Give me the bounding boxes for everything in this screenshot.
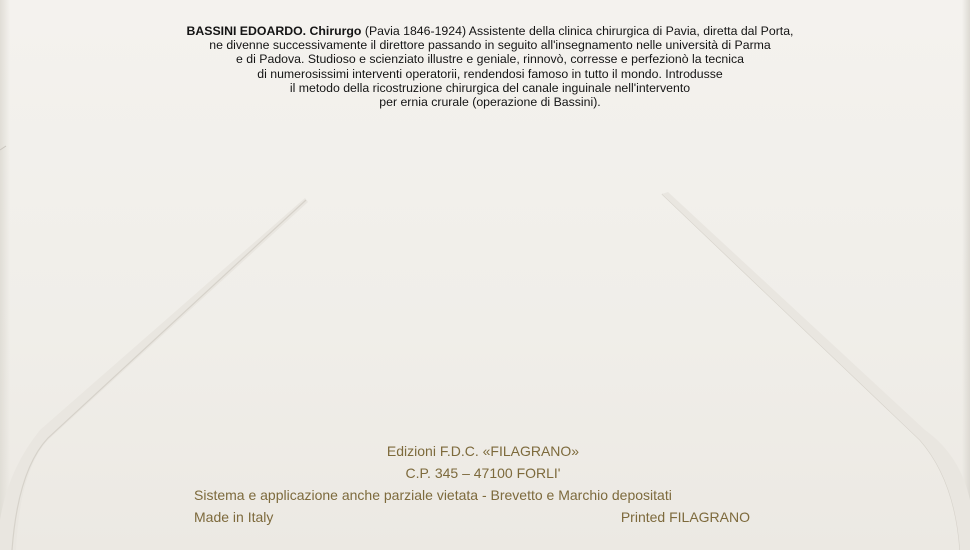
biography-title: Chirurgo: [309, 24, 362, 38]
printer-label: Printed FILAGRANO: [620, 509, 750, 525]
publisher-name: Edizioni F.D.C. «FILAGRANO»: [386, 443, 580, 459]
biography-name: BASSINI EDOARDO.: [186, 24, 307, 38]
biography-line-3: e di Padova. Studioso e scienziato illustre e geniale, rinnovò, corresse e perfezionò la tecnica: [236, 52, 744, 67]
biography-intro: Assistente della clinica chirurgica di Pavia, diretta dal Porta,: [468, 24, 794, 38]
publisher-address: C.P. 345 – 47100 FORLI': [405, 465, 561, 481]
biography-line-4: di numerosissimi interventi operatorii, rendendosi famoso in tutto il mondo. Introdusse: [257, 66, 723, 81]
flap-crease: [0, 146, 6, 150]
biography-dates: (Pavia 1846-1924): [364, 24, 467, 38]
biography-line-2: ne divenne successivamente il direttore passando in seguito all'insegnamento nelle università di Parma: [209, 38, 771, 53]
origin-label: Made in Italy: [194, 509, 274, 525]
imprint-footer: [194, 506, 750, 528]
biography-text: [110, 24, 870, 109]
biography-line-5: il metodo della ricostruzione chirurgica del canale inguinale nell'intervento: [289, 80, 691, 95]
rights-notice: Sistema e applicazione anche parziale vietata - Brevetto e Marchio depositati: [194, 487, 672, 503]
publisher-imprint: [190, 440, 760, 528]
biography-line-6: per ernia crurale (operazione di Bassini).: [379, 95, 601, 110]
